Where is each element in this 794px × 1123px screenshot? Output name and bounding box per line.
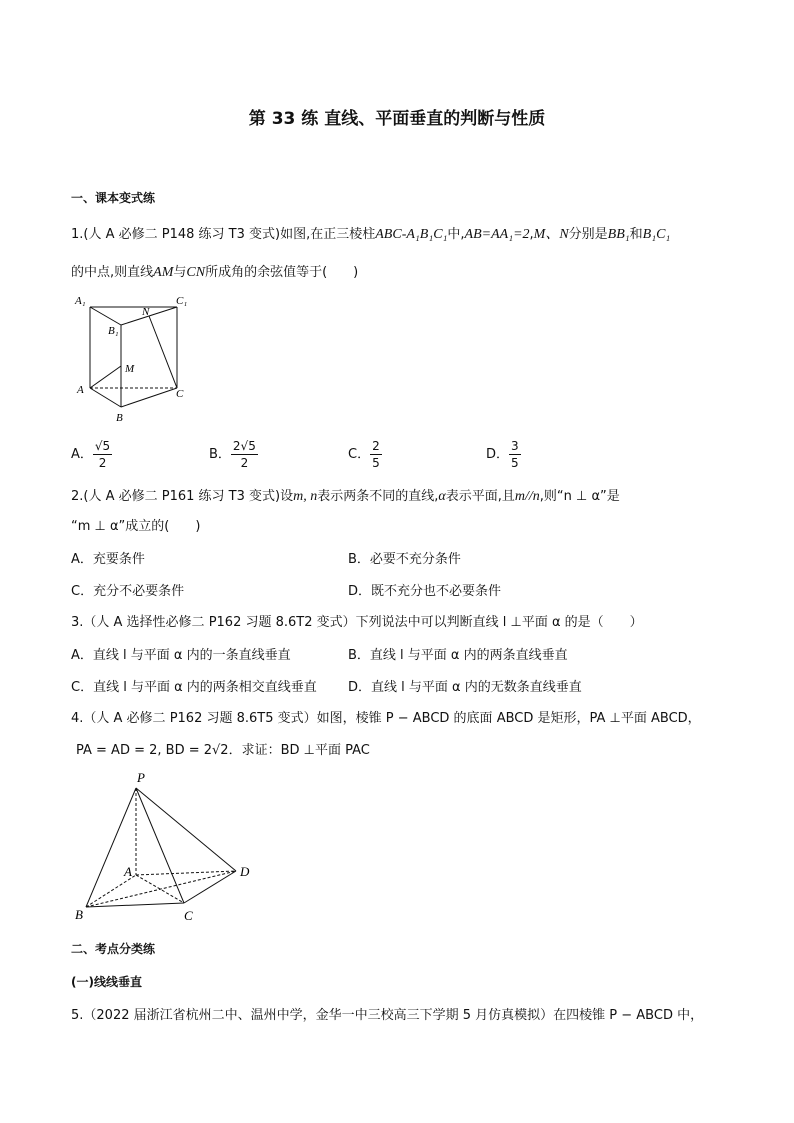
q1-option-a[interactable]: A． $\frac{√5}{2}$	[71, 439, 111, 470]
label-N: N	[142, 306, 150, 318]
q2-option-a[interactable]: A．充要条件	[71, 552, 145, 567]
q2-option-d[interactable]: D．既不充分也不必要条件	[348, 584, 502, 599]
label-B1: B₁	[108, 325, 119, 337]
q1-number: 1.	[71, 227, 84, 242]
q1-option-b[interactable]: B． $\frac{2√5}{2}$	[209, 439, 256, 470]
question-4-line-1: 4.（人 A 必修二 P162 习题 8.6T5 变式）如图，棱锥 P − ABCD 的底面 ABCD 是矩形，PA ⊥平面 ABCD，	[71, 711, 701, 726]
subsection-heading: (一)线线垂直	[71, 975, 142, 989]
question-3-line-1: 3.（人 A 选择性必修二 P162 习题 8.6T2 变式）下列说法中可以判断直线 l ⊥平面 α 的是（ ）	[71, 615, 643, 630]
question-1-line-2: 的中点,则直线AM与CN所成角的余弦值等于( )	[71, 265, 359, 280]
q3-option-b[interactable]: B．直线 l 与平面 α 内的两条直线垂直	[348, 648, 568, 663]
question-2-line-2: “m ⊥ α”成立的( )	[71, 519, 201, 534]
q1-option-c[interactable]: C． $\frac{2}{5}$	[348, 439, 380, 470]
pyramid-figure	[70, 765, 265, 927]
label-A1: A₁	[75, 295, 86, 307]
label-B: B	[75, 907, 83, 922]
label-A: A	[77, 384, 84, 396]
q3-option-a[interactable]: A．直线 l 与平面 α 内的一条直线垂直	[71, 648, 291, 663]
q3-option-d[interactable]: D．直线 l 与平面 α 内的无数条直线垂直	[348, 680, 582, 695]
label-C: C	[176, 388, 184, 400]
label-C1: C₁	[176, 295, 188, 307]
fraction: $\frac{√5}{2}$	[94, 439, 111, 470]
label-B: B	[116, 412, 123, 424]
fraction: $\frac{2√5}{2}$	[232, 439, 256, 470]
prism-figure	[70, 290, 195, 425]
question-5-line-1: 5.（2022 届浙江省杭州二中、温州中学，金华一中三校高三下学期 5 月仿真模拟）在四棱锥 P − ABCD 中，	[71, 1008, 704, 1023]
fraction: $\frac{2}{5}$	[372, 439, 380, 470]
section-heading-classified: 二、考点分类练	[71, 942, 156, 956]
q1-option-d[interactable]: D． $\frac{3}{5}$	[486, 439, 519, 470]
q2-option-c[interactable]: C．充分不必要条件	[71, 584, 185, 599]
label-D: D	[240, 864, 250, 879]
fraction: $\frac{3}{5}$	[511, 439, 519, 470]
label-C: C	[184, 908, 193, 923]
page-title: 第 33 练 直线、平面垂直的判断与性质	[248, 109, 546, 129]
question-2-line-1: 2.(人 A 必修二 P161 练习 T3 变式)设m, n表示两条不同的直线,α表示平面,且m//n,则“n ⊥ α”是	[71, 489, 620, 504]
label-M: M	[125, 363, 135, 375]
q3-option-c[interactable]: C．直线 l 与平面 α 内的两条相交直线垂直	[71, 680, 317, 695]
label-P: P	[137, 770, 145, 785]
question-1-line-1: 1.(人 A 必修二 P148 练习 T3 变式)如图,在正三棱柱ABC-A₁B₁C₁中,AB=AA₁=2,M、N分别是BB₁和B₁C₁	[71, 227, 671, 242]
q2-option-b[interactable]: B．必要不充分条件	[348, 552, 461, 567]
q1-source: (人 A 必修二 P148 练习 T3 变式)	[83, 227, 281, 242]
question-4-line-2: PA = AD = 2, BD = 2√2．求证：BD ⊥平面 PAC	[76, 743, 370, 758]
label-A: A	[124, 864, 132, 879]
section-heading-textbook: 一、课本变式练	[71, 191, 156, 205]
